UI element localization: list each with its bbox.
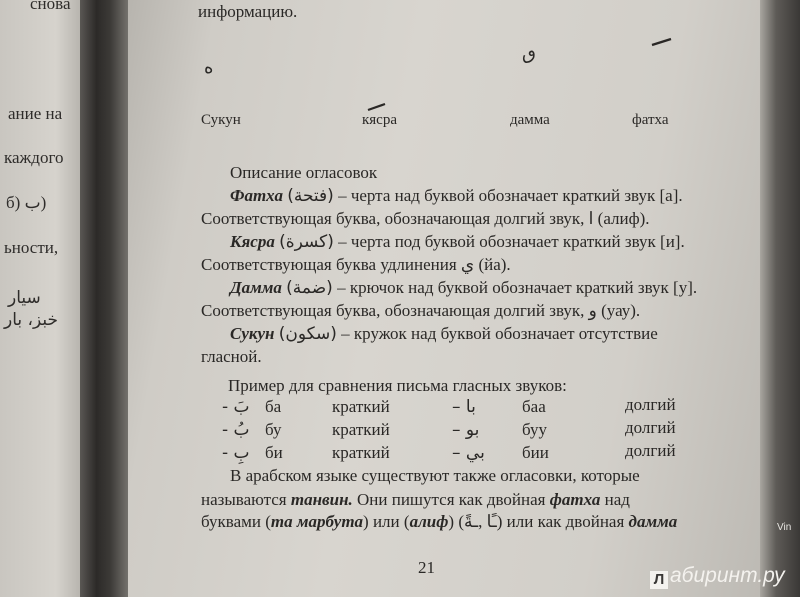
page-number: 21 [418, 558, 435, 577]
label-damma: дамма [510, 112, 550, 128]
term: фатха [549, 490, 601, 509]
left-page-line: خبز، بار [4, 310, 59, 330]
example-short-label: краткий [332, 397, 390, 416]
description-line: Соответствующая буква, обозначающая долгий звук, و (уау). [201, 301, 641, 320]
text: называются [201, 490, 291, 509]
example-arabic-short: بَ - [222, 397, 250, 417]
tanwin-line [201, 512, 677, 532]
text: Они пишутся как двойная [352, 490, 550, 509]
label-sukun: Сукун [201, 112, 241, 128]
watermark [650, 564, 785, 589]
text: ) (ـًا ,ـةً) или как двойная [448, 512, 629, 531]
example-long: баа [522, 397, 546, 416]
example-title: Пример для сравнения письма гласных звуков: [228, 376, 567, 395]
book-gutter [80, 0, 135, 597]
example-short: бу [265, 420, 282, 439]
text: над [600, 490, 630, 509]
example-long-label: долгий [625, 395, 676, 414]
term: та марбута [270, 512, 364, 531]
description-line: Соответствующая буква, обозначающая долгий звук, ا (алиф). [201, 209, 650, 228]
description-line: гласной. [201, 347, 262, 366]
example-arabic-long: بو – [452, 420, 480, 440]
tanwin-line: В арабском языке существуют также огласовки, которые [230, 466, 640, 485]
fatha-mark [650, 36, 674, 48]
left-page-line: каждого [4, 148, 64, 167]
left-page-line: снова [30, 0, 71, 13]
left-page-line: ьности, [4, 238, 59, 257]
top-text: информацию. [198, 2, 298, 21]
text: буквами ( [201, 512, 271, 531]
left-page [0, 0, 80, 597]
description-kasra [230, 232, 685, 252]
example-short: би [265, 443, 283, 462]
term: танвин. [290, 490, 353, 509]
example-arabic-short: بُ - [222, 420, 250, 440]
edge-text: Vin [777, 522, 792, 533]
example-short-label: краткий [332, 420, 390, 439]
watermark-logo-icon: Л [650, 571, 668, 589]
description-text: – крючок над буквой обозначает краткий звук [у]. [332, 278, 698, 297]
example-arabic-long: با – [452, 397, 476, 417]
tanwin-line [201, 490, 630, 510]
example-arabic-long: بي – [452, 443, 485, 463]
description-damma [230, 278, 697, 298]
label-fatha: фатха [632, 112, 669, 128]
term: Кясра [230, 232, 275, 251]
example-short-label: краткий [332, 443, 390, 462]
example-long: буу [522, 420, 548, 439]
arabic-term: (سكون) [278, 324, 337, 344]
page-edge-shadow [760, 0, 800, 597]
term: Дамма [230, 278, 282, 297]
example-short: ба [265, 397, 282, 416]
example-long: бии [522, 443, 549, 462]
left-page-line: سیار [8, 288, 41, 308]
description-sukun [230, 324, 658, 344]
example-long-label: долгий [625, 441, 676, 460]
term: Фатха [230, 186, 283, 205]
description-line: Соответствующая буква удлинения ي (йа). [201, 255, 511, 274]
term: алиф [409, 512, 449, 531]
description-text: – кружок над буквой обозначает отсутствие [336, 324, 658, 343]
arabic-term: (كسرة) [279, 232, 334, 252]
description-text: – черта над буквой обозначает краткий звук [а]. [333, 186, 683, 205]
description-text: – черта под буквой обозначает краткий звук [и]. [333, 232, 685, 251]
example-arabic-short: بِ - [222, 443, 250, 463]
example-long-label: долгий [625, 418, 676, 437]
damma-mark: ٯ [522, 43, 536, 64]
term: дамма [628, 512, 678, 531]
description-fatha [230, 186, 683, 206]
left-page-line: б) ب) [6, 193, 47, 212]
section-title: Описание огласовок [230, 163, 378, 182]
sukun-mark: ه [204, 57, 214, 78]
arabic-term: (فتحة) [287, 186, 334, 206]
arabic-term: (ضمة) [286, 278, 333, 298]
label-kasra: кясра [362, 112, 398, 128]
left-page-line: ание на [8, 104, 63, 123]
text: ) или ( [363, 512, 410, 531]
watermark-text: абиринт.ру [670, 564, 785, 587]
term: Сукун [230, 324, 275, 343]
